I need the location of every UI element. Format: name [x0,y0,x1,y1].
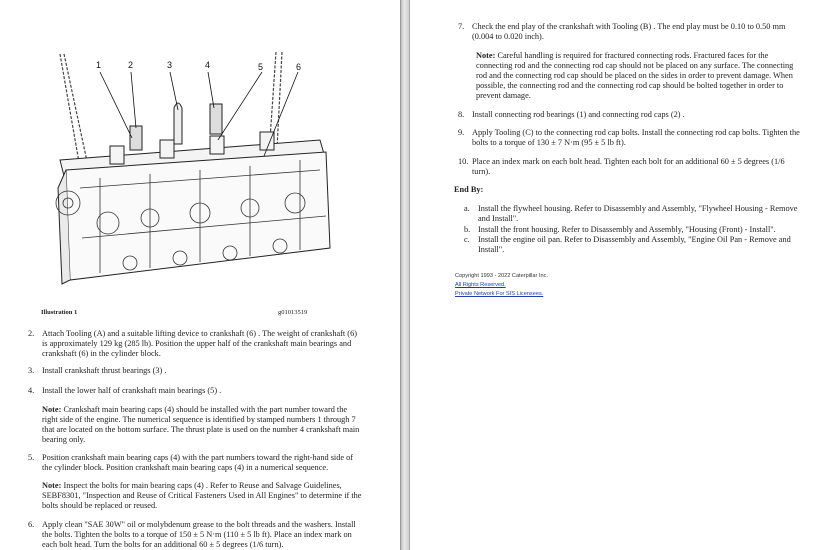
step-text: Install the lower half of crankshaft main bearings (5) . [42,386,222,395]
note-label: Note: [476,51,496,60]
private-network-link[interactable]: Private Network For SIS Licensees. [455,291,544,297]
callout-4: 4 [205,60,211,70]
step-10 [458,157,803,177]
end-by-letter: c. [464,235,470,244]
step-number: 9. [458,128,465,137]
step-text: Apply clean "SAE 30W" oil or molybdenum grease to the bolt threads and the washers. Install the bolts. Tighten the bolts to a torque of 150 ± 5 N·m (110 ± 5 lb ft). Place an index mark on each bolt head. Turn the bolts for an additional 60 ± 5 degrees (1/6 turn). [42,520,356,550]
callout-6: 6 [296,62,302,72]
step-number: 8. [458,110,465,119]
end-by-text: Install the flywheel housing. Refer to Disassembly and Assembly, "Flywheel Housing - Remove and Install". [478,204,798,224]
end-by-a [464,204,804,224]
step-number: 3. [28,366,35,375]
right-page [410,0,824,550]
illustration-id: g01013519 [278,309,308,316]
bearing-cap-raised [210,104,222,134]
step-number: 7. [458,22,465,31]
callout-1: 1 [96,60,102,70]
step-7 [458,22,803,42]
end-by-text: Install the engine oil pan. Refer to Disassembly and Assembly, "Engine Oil Pan - Remove and Install". [478,235,791,255]
left-page [0,0,400,550]
step-number: 4. [28,386,35,395]
note-text: Crankshaft main bearing caps (4) should be installed with the part number toward the right side of the engine. The numerical sequence is identified by stamped numbers 1 through 7 that are located on the bottom surface. The thrust plate is used on the number 4 crankshaft main bearing only. [42,405,360,445]
page-divider [400,0,410,550]
step-number: 6. [28,520,35,529]
cylinder-block [58,152,330,284]
illustration-caption: Illustration 1 [41,309,78,316]
end-by-c [464,235,804,255]
step-6 [28,520,364,550]
step-text: Position crankshaft main bearing caps (4) with the part numbers toward the right-hand side of the cylinder block. Position crankshaft main bearing caps (4) in a numerical sequence. [42,453,354,473]
note-inspect-bolts [42,481,364,511]
step-text: Install connecting rod bearings (1) and connecting rod caps (2) . [472,110,685,119]
callout-5: 5 [258,62,264,72]
step-text: Attach Tooling (A) and a suitable lifting device to crankshaft (6) . The weight of crankshaft (6) is approximately 129 kg (285 lb). Position the upper half of the crankshaft main bearings and crankshaft (6) in the cylinder block. [42,329,357,359]
note-connecting-rods [476,51,806,101]
end-by-b [464,225,804,235]
step-4 [28,386,364,396]
note-label: Note: [42,405,62,414]
footer [455,272,548,299]
step-2 [28,329,364,359]
callout-2: 2 [128,60,134,70]
note-text: Careful handling is required for fractured connecting rods. Fractured faces for the connecting rod and the connecting rod cap should not be placed on any surface. The connecting rod and the connecting rod cap should be placed on the sides in order to prevent damage. When possible, the connecting rod and the connecting rod cap should be bolted together in order to prevent damage. [476,51,794,101]
step-text: Install crankshaft thrust bearings (3) . [42,366,167,375]
end-by-heading: End By: [454,185,484,194]
step-text: Place an index mark on each bolt head. Tighten each bolt for an additional 60 ± 5 degrees (1/6 turn). [472,157,785,177]
end-by-text: Install the front housing. Refer to Disassembly and Assembly, "Housing (Front) - Install". [478,225,776,234]
note-label: Note: [42,481,62,490]
step-9 [458,128,803,148]
step-text: Check the end play of the crankshaft with Tooling (B) . The end play must be 0.10 to 0.50 mm (0.004 to 0.020 inch). [472,22,786,42]
crankshaft-installation-illustration [40,48,358,296]
step-3 [28,366,364,376]
step-number: 2. [28,329,35,338]
step-text: Apply Tooling (C) to the connecting rod cap bolts. Install the connecting rod cap bolts. Tighten the bolts to a torque of 130 ± 7 N·m (95 ± 5 lb ft). [472,128,800,148]
end-by-letter: b. [464,225,471,234]
end-by-letter: a. [464,204,470,213]
step-number: 10. [458,157,469,166]
note-main-bearing-caps [42,405,364,445]
callout-3: 3 [167,60,173,70]
step-number: 5. [28,453,35,462]
copyright-text: Copyright 1993 - 2022 Caterpillar Inc. [455,273,548,279]
step-5 [28,453,364,473]
all-rights-reserved-link[interactable]: All Rights Reserved. [455,282,506,288]
note-text: Inspect the bolts for main bearing caps (4) . Refer to Reuse and Salvage Guidelines, SEBF8301, "Inspection and Reuse of Critical Fasteners Used in All Engines" to determine if the bolts should be replaced or reused. [42,481,362,511]
step-8 [458,110,803,120]
